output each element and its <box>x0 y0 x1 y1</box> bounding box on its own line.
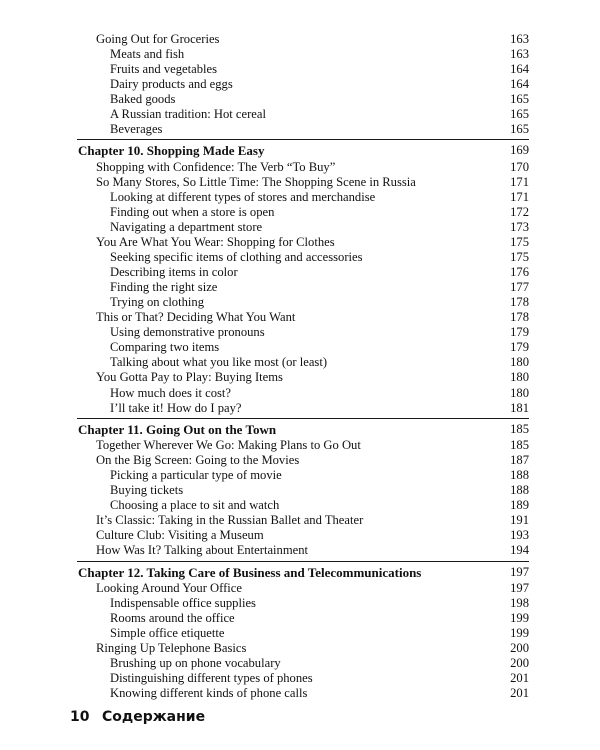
toc-section-row <box>0 513 600 528</box>
toc-section-title: Shopping with Confidence: The Verb “To Buy” <box>96 159 336 174</box>
toc-subsection-row <box>0 92 600 107</box>
toc-page-number: 169 <box>510 143 529 158</box>
toc-subsection-row <box>0 220 600 235</box>
toc-subsection-row <box>0 280 600 295</box>
toc-page-number: 165 <box>510 107 529 122</box>
toc-subsection-title: Describing items in color <box>110 265 238 280</box>
toc-page-number: 201 <box>510 686 529 701</box>
toc-subsection-title: Fruits and vegetables <box>110 62 218 77</box>
toc-subsection-row <box>0 122 600 137</box>
toc-subsection-row <box>0 77 600 92</box>
toc-subsection-row <box>0 250 600 265</box>
toc-subsection-title: Meats and fish <box>110 47 185 62</box>
toc-page-number: 191 <box>510 513 529 528</box>
toc-page-number: 173 <box>510 220 529 235</box>
toc-page-number: 201 <box>510 671 529 686</box>
toc-section-row <box>0 581 600 596</box>
toc-page-number: 181 <box>510 400 529 415</box>
toc-page-number: 200 <box>510 656 529 671</box>
toc-chapter-title: Chapter 10. Shopping Made Easy <box>78 143 265 159</box>
toc-page-number: 198 <box>510 596 529 611</box>
toc-page-number: 179 <box>510 325 529 340</box>
toc-page-number: 164 <box>510 62 529 77</box>
toc-page-number: 185 <box>510 438 529 453</box>
toc-page-number: 189 <box>510 498 529 513</box>
toc-page-number: 200 <box>510 641 529 656</box>
toc-subsection-row <box>0 340 600 355</box>
toc-subsection-title: I’ll take it! How do I pay? <box>110 400 242 415</box>
toc-section-title: Together Wherever We Go: Making Plans to Go Out <box>96 438 361 453</box>
toc-page-number: 170 <box>510 159 529 174</box>
toc-section-title: You Are What You Wear: Shopping for Clothes <box>96 235 335 250</box>
toc-subsection-row <box>0 295 600 310</box>
toc-section-row <box>0 453 600 468</box>
toc-page-number: 178 <box>510 310 529 325</box>
toc-subsection-row <box>0 205 600 220</box>
toc-subsection-row <box>0 401 600 416</box>
toc-section-row <box>0 543 600 558</box>
toc-subsection-title: Brushing up on phone vocabulary <box>110 656 281 671</box>
toc-subsection-row <box>0 611 600 626</box>
toc-section-row <box>0 641 600 656</box>
table-of-contents <box>0 32 600 701</box>
toc-page-number: 199 <box>510 626 529 641</box>
toc-section-title: Culture Club: Visiting a Museum <box>96 528 264 543</box>
toc-section-row <box>0 438 600 453</box>
toc-section-title: On the Big Screen: Going to the Movies <box>96 453 300 468</box>
toc-subsection-title: Picking a particular type of movie <box>110 468 282 483</box>
toc-page-number: 175 <box>510 235 529 250</box>
toc-subsection-title: How much does it cost? <box>110 385 232 400</box>
toc-subsection-title: A Russian tradition: Hot cereal <box>110 107 266 122</box>
toc-page-number: 180 <box>510 355 529 370</box>
toc-section-title: This or That? Deciding What You Want <box>96 310 296 325</box>
toc-section-row <box>0 160 600 175</box>
toc-subsection-title: Indispensable office supplies <box>110 596 256 611</box>
toc-section-row <box>0 370 600 385</box>
toc-page-number: 199 <box>510 611 529 626</box>
toc-subsection-title: Rooms around the office <box>110 611 235 626</box>
toc-subsection-title: Talking about what you like most (or least) <box>110 355 328 370</box>
toc-subsection-row <box>0 686 600 701</box>
toc-subsection-title: Using demonstrative pronouns <box>110 325 265 340</box>
toc-page-number: 185 <box>510 421 529 436</box>
toc-subsection-row <box>0 190 600 205</box>
toc-page-number: 171 <box>510 174 529 189</box>
toc-page-number: 172 <box>510 204 529 219</box>
toc-section-title: Going Out for Groceries <box>96 32 220 46</box>
toc-page-number: 165 <box>510 122 529 137</box>
toc-page-number: 187 <box>510 453 529 468</box>
toc-section-title: How Was It? Talking about Entertainment <box>96 543 309 558</box>
toc-subsection-row <box>0 47 600 62</box>
toc-subsection-title: Looking at different types of stores and merchandise <box>110 189 376 204</box>
toc-subsection-title: Baked goods <box>110 92 176 107</box>
toc-page-number: 163 <box>510 47 529 62</box>
toc-page-number: 180 <box>510 385 529 400</box>
toc-subsection-row <box>0 483 600 498</box>
toc-page-number: 171 <box>510 189 529 204</box>
toc-subsection-row <box>0 468 600 483</box>
toc-subsection-title: Choosing a place to sit and watch <box>110 498 280 513</box>
toc-subsection-title: Buying tickets <box>110 483 184 498</box>
toc-section-row <box>0 528 600 543</box>
toc-subsection-title: Finding out when a store is open <box>110 204 275 219</box>
toc-page-number: 197 <box>510 581 529 595</box>
toc-page-number: 178 <box>510 295 529 310</box>
toc-chapter-row <box>0 420 600 439</box>
toc-page-number: 197 <box>510 564 529 579</box>
toc-section-title: So Many Stores, So Little Time: The Shopping Scene in Russia <box>96 174 416 189</box>
toc-subsection-title: Navigating a department store <box>110 220 263 235</box>
toc-section-title: It’s Classic: Taking in the Russian Ballet and Theater <box>96 513 364 528</box>
toc-page-number: 180 <box>510 370 529 385</box>
toc-page-number: 188 <box>510 468 529 483</box>
toc-subsection-row <box>0 596 600 611</box>
toc-subsection-row <box>0 656 600 671</box>
toc-section-title: Ringing Up Telephone Basics <box>96 641 247 656</box>
toc-chapter-row <box>0 563 600 582</box>
toc-page-number: 164 <box>510 77 529 92</box>
footer-page-number: 10 <box>70 709 90 725</box>
toc-subsection-row <box>0 671 600 686</box>
toc-subsection-title: Dairy products and eggs <box>110 77 233 92</box>
footer-section-title: Содержание <box>102 709 206 725</box>
toc-subsection-row <box>0 325 600 340</box>
toc-subsection-row <box>0 107 600 122</box>
toc-page-number: 177 <box>510 280 529 295</box>
toc-subsection-title: Seeking specific items of clothing and accessories <box>110 250 363 265</box>
toc-page-number: 165 <box>510 92 529 107</box>
toc-subsection-row <box>0 265 600 280</box>
toc-page-number: 194 <box>510 543 529 558</box>
toc-section-title: You Gotta Pay to Play: Buying Items <box>96 370 283 385</box>
toc-page-number: 188 <box>510 483 529 498</box>
toc-chapter-row <box>0 141 600 160</box>
toc-section-row <box>0 32 600 47</box>
toc-subsection-row <box>0 355 600 370</box>
toc-subsection-row <box>0 386 600 401</box>
toc-page-number: 193 <box>510 528 529 543</box>
toc-subsection-title: Trying on clothing <box>110 295 204 310</box>
toc-section-row <box>0 175 600 190</box>
toc-subsection-row <box>0 62 600 77</box>
toc-chapter-title: Chapter 12. Taking Care of Business and Telecommunications <box>78 564 422 580</box>
toc-page-number: 163 <box>510 32 529 46</box>
toc-section-row <box>0 310 600 325</box>
toc-page-number: 175 <box>510 250 529 265</box>
toc-subsection-title: Beverages <box>110 122 163 137</box>
toc-subsection-title: Finding the right size <box>110 280 218 295</box>
toc-subsection-row <box>0 498 600 513</box>
toc-subsection-title: Comparing two items <box>110 340 220 355</box>
toc-subsection-title: Simple office etiquette <box>110 626 225 641</box>
page-footer <box>70 709 205 725</box>
toc-page-number: 179 <box>510 340 529 355</box>
toc-section-row <box>0 235 600 250</box>
toc-page-number: 176 <box>510 265 529 280</box>
toc-chapter-title: Chapter 11. Going Out on the Town <box>78 421 277 437</box>
toc-subsection-title: Knowing different kinds of phone calls <box>110 686 308 701</box>
toc-subsection-row <box>0 626 600 641</box>
toc-subsection-title: Distinguishing different types of phones <box>110 671 313 686</box>
toc-section-title: Looking Around Your Office <box>96 581 242 595</box>
